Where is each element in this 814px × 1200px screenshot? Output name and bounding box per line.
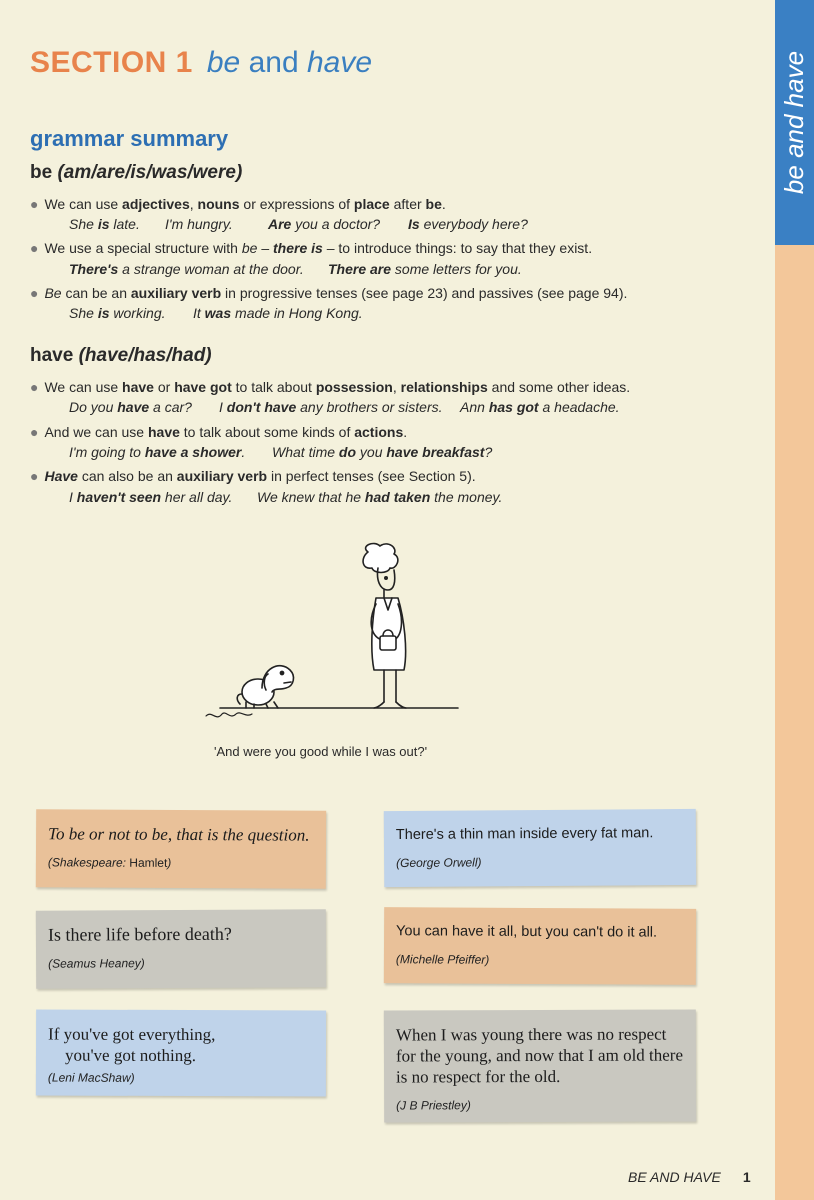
- cartoon-illustration: [190, 540, 470, 725]
- be-rule-3-example-1: [69, 303, 166, 323]
- page-number: 1: [742, 1169, 751, 1185]
- text: I'm going to: [69, 444, 145, 460]
- be-rule-2: [30, 238, 592, 258]
- keyword: Be: [44, 285, 62, 301]
- bullet: ●: [30, 424, 39, 440]
- keyword: have got: [174, 379, 232, 395]
- text: in perfect tenses (see Section 5).: [267, 468, 476, 484]
- text: working.: [109, 305, 166, 321]
- text: to talk about: [231, 379, 316, 395]
- text: She: [69, 216, 98, 232]
- text: And we can use: [44, 424, 148, 440]
- text: We can use: [44, 196, 123, 212]
- section-title: [207, 46, 372, 79]
- keyword: haven't seen: [76, 489, 162, 505]
- section-title-and: and: [248, 46, 299, 79]
- text: .: [403, 424, 408, 440]
- have-rule-1: [30, 377, 630, 397]
- quote-text: When I was young there was no respect for the young, and now that I am old there is no respect for the old.: [395, 1024, 684, 1087]
- quote-card-shakespeare: [36, 809, 326, 889]
- text: We use a special structure with: [44, 240, 242, 256]
- text: you: [356, 444, 387, 460]
- quote-card-pfeiffer: [384, 907, 696, 985]
- keyword: have breakfast: [386, 444, 485, 460]
- be-heading-word: be: [30, 162, 53, 183]
- quote-source: (Michelle Pfeiffer): [395, 952, 490, 967]
- be-rule-3-example-2: [193, 303, 363, 323]
- have-rule-1-example-1: [69, 397, 192, 417]
- text: We can use: [44, 379, 123, 395]
- keyword: had taken: [364, 489, 431, 505]
- be-rule-1-example-1: [69, 214, 140, 234]
- have-heading: [30, 345, 212, 367]
- text: ?: [484, 444, 493, 460]
- text: or expressions of: [239, 196, 354, 212]
- quote-card-macshaw: [36, 1009, 326, 1096]
- side-tab-label: be and have: [779, 50, 810, 195]
- keyword: adjectives: [122, 196, 190, 212]
- quote-source: (J B Priestley): [396, 1098, 471, 1113]
- quote-source: (George Orwell): [396, 855, 482, 871]
- be-rule-3: [30, 283, 627, 303]
- keyword: Are: [268, 216, 292, 232]
- bullet: ●: [30, 240, 39, 256]
- keyword: auxiliary verb: [176, 468, 268, 484]
- have-rule-2: [30, 422, 407, 442]
- text: Do you: [69, 399, 118, 415]
- text: some letters for you.: [391, 261, 522, 277]
- text: ,: [189, 196, 198, 212]
- keyword: auxiliary verb: [130, 285, 222, 301]
- text: her all day.: [161, 489, 233, 505]
- have-rule-3: [30, 466, 476, 486]
- keyword: have: [122, 379, 154, 395]
- page-footer: [628, 1169, 751, 1185]
- text: the money.: [430, 489, 503, 505]
- side-tab-bottom: [775, 245, 814, 1200]
- woman-figure: [363, 544, 406, 708]
- quote-card-heaney: [36, 909, 326, 989]
- have-rule-2-example-2: [272, 442, 492, 462]
- keyword: There's: [69, 261, 119, 277]
- text: everybody here?: [419, 216, 528, 232]
- text: a car?: [149, 399, 192, 415]
- be-rule-1: [30, 194, 446, 214]
- quote-card-priestley: [384, 1009, 696, 1122]
- be-rule-1-example-4: [408, 214, 528, 234]
- keyword: Have: [44, 468, 78, 484]
- dog-figure: [237, 666, 293, 708]
- text: late.: [109, 216, 140, 232]
- text: you a doctor?: [291, 216, 381, 232]
- text: can also be an: [77, 468, 177, 484]
- text: .: [241, 444, 246, 460]
- section-title-be: be: [206, 46, 241, 79]
- keyword: There are: [328, 261, 392, 277]
- keyword: have a shower: [144, 444, 242, 460]
- keyword: actions: [354, 424, 404, 440]
- footer-label: BE AND HAVE: [628, 1169, 721, 1185]
- have-heading-word: have: [30, 345, 74, 366]
- keyword: place: [353, 196, 390, 212]
- quote-line: you've got nothing.: [64, 1045, 197, 1066]
- keyword: nouns: [197, 196, 240, 212]
- text: in progressive tenses (see page 23) and passives (see page 94).: [221, 285, 628, 301]
- bullet: ●: [30, 379, 39, 395]
- be-rule-1-example-2: [165, 214, 233, 234]
- bullet: ●: [30, 285, 39, 301]
- quote-card-orwell: [384, 809, 697, 887]
- text: to talk about some kinds of: [179, 424, 355, 440]
- have-rule-2-example-1: [69, 442, 245, 462]
- keyword: be: [425, 196, 442, 212]
- keyword: have: [117, 399, 150, 415]
- be-rule-2-example-1: [69, 259, 304, 279]
- quote-source: (Leni MacShaw): [47, 1070, 135, 1085]
- keyword: has got: [488, 399, 539, 415]
- keyword: was: [204, 305, 232, 321]
- text: It: [193, 305, 205, 321]
- keyword: there is: [273, 240, 323, 256]
- text: a headache.: [538, 399, 620, 415]
- bullet: ●: [30, 468, 39, 484]
- section-heading: [30, 46, 372, 80]
- keyword: don't have: [226, 399, 297, 415]
- text: I'm hungry.: [165, 216, 233, 232]
- text: What time: [272, 444, 339, 460]
- keyword: relationships: [400, 379, 488, 395]
- have-rule-3-example-2: [257, 487, 502, 507]
- keyword: is: [97, 216, 110, 232]
- text: I: [219, 399, 227, 415]
- be-rule-1-example-3: [268, 214, 380, 234]
- bullet: ●: [30, 196, 39, 212]
- section-title-have: have: [307, 46, 373, 79]
- quote-source: (Seamus Heaney): [48, 956, 145, 971]
- keyword: is: [97, 305, 110, 321]
- keyword: possession: [315, 379, 393, 395]
- text: – to introduce things: to say that they exist.: [322, 240, 593, 256]
- quote-source: [48, 854, 314, 871]
- quote-text: There's a thin man inside every fat man.: [395, 825, 654, 844]
- have-rule-3-example-1: [69, 487, 232, 507]
- keyword: be: [241, 240, 258, 256]
- section-number: SECTION 1: [30, 46, 193, 79]
- be-heading: [30, 162, 242, 184]
- text: She: [69, 305, 98, 321]
- keyword: Is: [408, 216, 420, 232]
- keyword: have: [147, 424, 180, 440]
- text: Ann: [460, 399, 489, 415]
- cartoon-caption: 'And were you good while I was out?': [214, 744, 428, 759]
- text: after: [389, 196, 426, 212]
- quote-author: (Shakespeare:: [47, 855, 130, 870]
- quote-source-end: ): [167, 855, 172, 870]
- quote-text: [48, 1024, 314, 1067]
- quote-line: If you've got everything,: [48, 1024, 216, 1045]
- be-heading-forms: (am/are/is/was/were): [57, 162, 243, 183]
- be-rule-2-example-2: [328, 259, 522, 279]
- text: I: [69, 489, 77, 505]
- text: can be an: [61, 285, 131, 301]
- have-rule-1-example-3: [460, 397, 620, 417]
- text: We knew that he: [257, 489, 365, 505]
- text: or: [153, 379, 175, 395]
- grammar-summary-heading: grammar summary: [30, 126, 229, 151]
- have-rule-1-example-2: [219, 397, 443, 417]
- text: ,: [392, 379, 401, 395]
- quote-text: Is there life before death?: [47, 923, 232, 945]
- text: –: [257, 240, 274, 256]
- quote-work: Hamlet: [129, 855, 168, 870]
- keyword: do: [338, 444, 357, 460]
- have-heading-forms: (have/has/had): [78, 345, 212, 366]
- side-tab: [775, 0, 814, 245]
- quote-text: You can have it all, but you can't do it all.: [396, 923, 658, 941]
- text: and some other ideas.: [487, 379, 631, 395]
- text: any brothers or sisters.: [296, 399, 443, 415]
- text: .: [441, 196, 446, 212]
- quote-text: To be or not to be, that is the question.: [48, 824, 310, 845]
- text: made in Hong Kong.: [231, 305, 363, 321]
- text: a strange woman at the door.: [118, 261, 304, 277]
